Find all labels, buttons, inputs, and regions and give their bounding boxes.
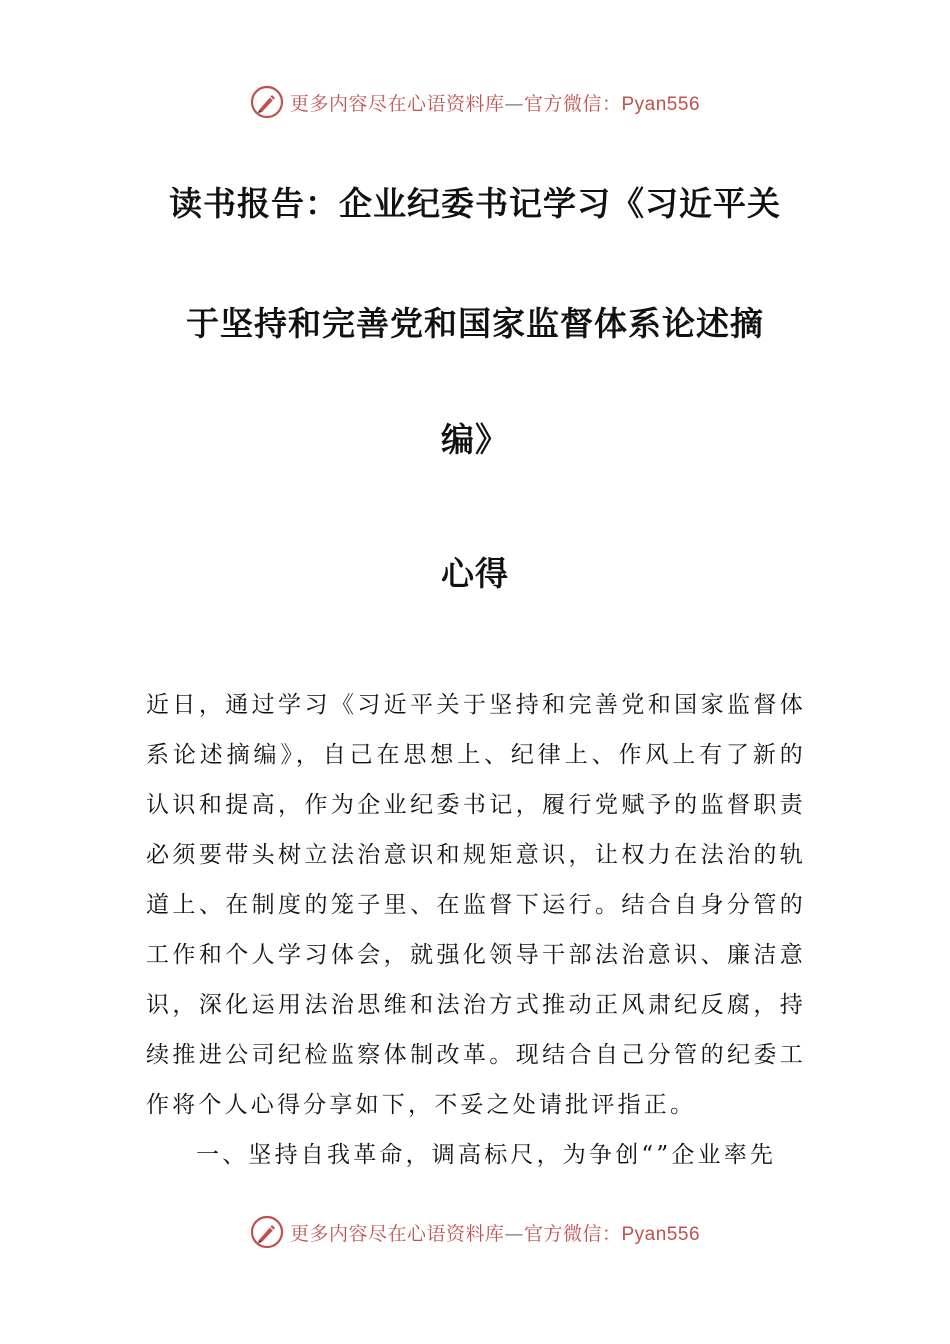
watermark-footer <box>0 1212 950 1252</box>
document-title-line-2: 于坚持和完善党和国家监督体系论述摘 <box>186 304 764 343</box>
body-paragraph-section-one: 一、坚持自我革命，调高标尺，为争创“”企业率先 <box>196 1142 777 1168</box>
document-body <box>146 680 806 1180</box>
watermark-brand: 更多内容尽在心语资料库 <box>289 92 505 115</box>
watermark-contact-id: Pyan556 <box>621 1223 701 1245</box>
watermark-text <box>290 89 700 116</box>
document-title-line-3: 编》 <box>441 420 509 459</box>
watermark-separator: — <box>504 92 524 115</box>
body-paragraph-intro: 近日，通过学习《习近平关于坚持和完善党和国家监督体系论述摘编》，自己在思想上、纪律上、作风上有了新的认识和提高，作为企业纪委书记，履行党赋予的监督职责必须要带头树立法治意识和规矩意识，让权力在法治的轨道上、在制度的笼子里、在监督下运行。结合自身分管的工作和个人学习体会，就强化领导干部法治意识、廉洁意识，深化运用法治思维和法治方式推动正风肃纪反腐，持续推进公司纪检监察体制改革。现结合自己分管的纪委工作将个人心得分享如下，不妥之处请批评指正。 <box>146 692 806 1118</box>
pen-logo-icon <box>250 1215 284 1249</box>
pen-logo-icon <box>250 85 284 119</box>
watermark-text <box>290 1219 700 1246</box>
document-title-line-1: 读书报告：企业纪委书记学习《习近平关 <box>169 184 781 223</box>
watermark-header <box>0 82 950 122</box>
watermark-contact-id: Pyan556 <box>621 93 701 115</box>
document-subtitle: 心得 <box>441 554 509 593</box>
watermark-contact-label: 官方微信： <box>523 92 622 115</box>
watermark-separator: — <box>504 1222 524 1245</box>
watermark-contact-label: 官方微信： <box>523 1222 622 1245</box>
watermark-brand: 更多内容尽在心语资料库 <box>289 1222 505 1245</box>
